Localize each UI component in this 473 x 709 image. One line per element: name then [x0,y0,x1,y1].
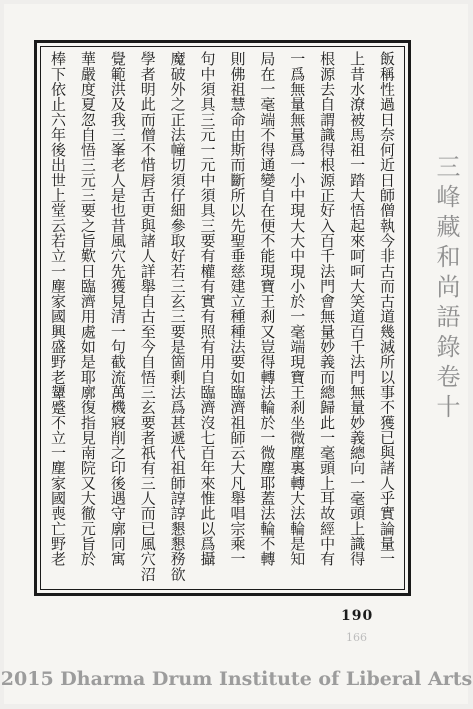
text-column-8: 魔破外之正法幢切須仔細參取好若三玄三要是箇剩法爲甚遞代祖師諄諄懇懇務欲 [168,51,187,582]
footer-watermark: 2015 Dharma Drum Institute of Liberal Arts [0,668,473,690]
text-frame [34,40,411,596]
scanned-page [4,4,468,704]
text-column-3: 根源去自謂識得根源正好入百千法門會無量妙義而總歸此一毫頭上耳故經中有 [318,51,337,567]
text-column-12: 棒下依止六年後出世上堂云若立一塵家國興盛野老顰蹙不立一塵家國喪亡野老 [49,51,67,567]
running-title: 三峰藏和尚語錄卷十 [432,154,460,424]
text-column-2: 上昔水潦被馬祖一踏大悟起來呵呵大笑道百千法門無量妙義總向一毫頭上識得 [348,51,367,567]
text-column-4: 一爲無量無量爲一小中現大大中現小於一毫端現寶王刹坐微塵裏轉大法輪是知 [288,51,307,567]
text-column-9: 學者明此而僧不惜唇舌更與諸人詳舉自古至今自悟三玄要者祇有三人而已風穴沼 [138,51,157,582]
text-column-7: 句中須具三元一元中須具三要有權有實有照有用自臨濟沒七百年來惟此以爲攝 [198,51,217,567]
text-column-10: 覺範洪及我三峯老人是也昔風穴先獲見清一句截流萬機寢削之印後遇守廓同寓 [108,51,127,567]
text-column-5: 局在一毫端不得通變自在便不能現寶王刹又豈得轉法輪於一微塵耶蓋法輪不轉 [258,51,277,567]
text-column-1: 飯稱性過日奈何近日師僧執今非古而古道幾滅所以事不獲已與諸人乎實論量一 [377,51,396,567]
page-number: 190 [341,608,374,624]
faint-page-number: 166 [346,631,367,644]
text-frame-inner-border [40,46,405,590]
text-column-11: 華嚴度夏忽自悟三元三要之旨歎日臨濟用處如是耶廓復指見南院又大徹元旨於 [78,51,97,567]
text-column-6: 則佛祖慧命由斯而斷所以先聖垂慈建立種種法要如臨濟祖師云大凡舉唱宗乘一 [228,51,247,567]
vertical-text-columns [47,51,398,585]
